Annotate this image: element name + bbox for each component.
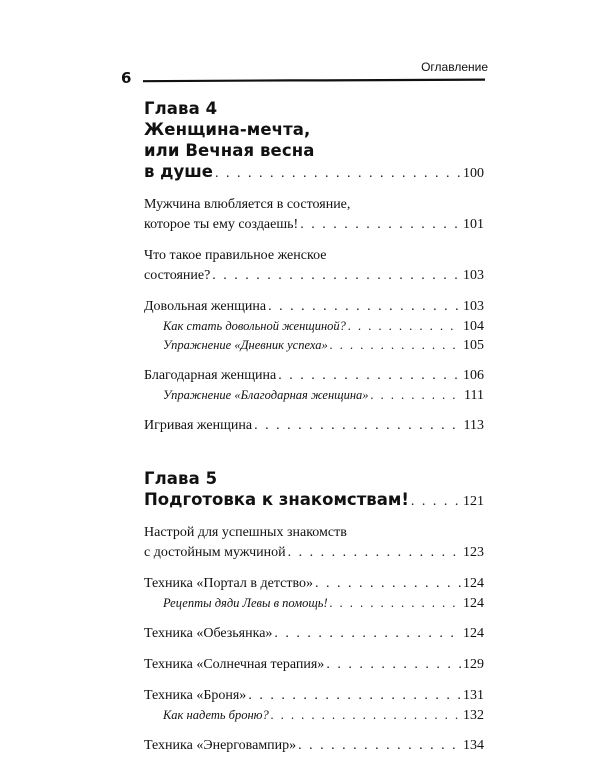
chapter-heading-line: Глава 5 (144, 469, 218, 488)
leader-dots (315, 574, 461, 594)
chapter-5 (144, 468, 484, 756)
leader-dots (248, 686, 461, 706)
entry-row[interactable] (144, 416, 484, 436)
toc-subentry[interactable] (144, 336, 484, 355)
leader-dots (268, 297, 461, 317)
toc-subentry[interactable] (144, 706, 484, 725)
page-ref: 100 (463, 166, 484, 181)
chapter-title-last: в душе (144, 162, 213, 181)
entry-title-line: Мужчина влюбляется в состояние, (144, 197, 351, 212)
page-ref: 103 (463, 268, 484, 283)
entry-title-line: состояние? (144, 268, 211, 283)
entry-row (144, 215, 484, 235)
subentry-title: Упражнение «Дневник успеха» (163, 338, 328, 352)
toc-subentry[interactable] (144, 386, 484, 405)
chapter-heading-line: Глава 4 (144, 99, 218, 118)
entry-title-line: которое ты ему создаешь! (144, 217, 299, 232)
table-of-contents (144, 98, 484, 780)
entry-title-line: с достойным мужчиной (144, 545, 286, 560)
subentry-title: Как стать довольной женщиной? (163, 319, 346, 333)
leader-dots (298, 736, 461, 756)
page-number: 6 (121, 69, 132, 87)
chapter-4 (144, 98, 484, 436)
entry-title-line: Что такое правильное женское (144, 248, 327, 263)
page-ref: 105 (463, 338, 484, 353)
chapter-heading (144, 468, 484, 489)
leader-dots (330, 336, 461, 355)
page-ref: 124 (463, 626, 484, 641)
page-ref: 124 (463, 576, 484, 591)
entry-title: Техника «Солнечная терапия» (144, 657, 325, 672)
chapter-heading-line: Женщина-мечта, (144, 120, 311, 139)
toc-entry (144, 366, 484, 405)
toc-subentry[interactable] (144, 317, 484, 336)
chapter-heading-line: или Вечная весна (144, 141, 315, 160)
page-ref: 131 (463, 688, 484, 703)
entry-row[interactable] (144, 366, 484, 386)
entry-title: Техника «Портал в детство» (144, 576, 313, 591)
leader-dots (278, 366, 461, 386)
leader-dots (300, 215, 461, 235)
entry-title-line: Настрой для успешных знакомств (144, 525, 347, 540)
toc-entry (144, 655, 484, 675)
running-header: Оглавление (421, 60, 488, 74)
page-ref: 121 (463, 494, 484, 509)
page-ref: 106 (463, 368, 484, 383)
leader-dots (254, 416, 461, 436)
page-ref: 124 (463, 596, 484, 611)
page-ref: 129 (463, 657, 484, 672)
entry-title: Техника «Энерговампир» (144, 738, 297, 753)
header-rule (143, 78, 485, 83)
leader-dots (288, 543, 461, 563)
leader-dots (326, 655, 461, 675)
page-ref: 113 (463, 418, 484, 433)
page-ref: 103 (463, 299, 484, 314)
entry-title: Техника «Обезьянка» (144, 626, 273, 641)
toc-entry (144, 686, 484, 725)
toc-entry[interactable] (144, 246, 484, 286)
leader-dots (271, 706, 461, 725)
page-ref: 101 (463, 217, 484, 232)
page-ref: 104 (463, 319, 484, 334)
toc-entry (144, 736, 484, 756)
entry-title: Игривая женщина (144, 418, 253, 433)
entry-row[interactable] (144, 736, 484, 756)
entry-row[interactable] (144, 686, 484, 706)
page-ref: 123 (463, 545, 484, 560)
entry-title: Довольная женщина (144, 299, 267, 314)
toc-entry[interactable] (144, 523, 484, 563)
entry-row (144, 266, 484, 286)
entry-row (144, 543, 484, 563)
toc-entry (144, 416, 484, 436)
chapter-title-row[interactable] (144, 489, 484, 512)
toc-entry (144, 624, 484, 644)
leader-dots (411, 491, 461, 512)
leader-dots (348, 317, 461, 336)
page-ref: 111 (464, 388, 484, 403)
entry-row[interactable] (144, 624, 484, 644)
page-ref: 132 (463, 708, 484, 723)
subentry-title: Упражнение «Благодарная женщина» (163, 388, 369, 402)
subentry-title: Рецепты дяди Левы в помощь! (163, 596, 328, 610)
chapter-heading (144, 98, 484, 161)
entry-row[interactable] (144, 655, 484, 675)
leader-dots (212, 266, 461, 286)
toc-entry (144, 297, 484, 355)
chapter-title-last: Подготовка к знакомствам! (144, 490, 409, 509)
leader-dots (215, 163, 461, 184)
entry-row[interactable] (144, 297, 484, 317)
entry-row[interactable] (144, 574, 484, 594)
page-ref: 134 (463, 738, 484, 753)
toc-entry[interactable] (144, 195, 484, 235)
chapter-title-row[interactable] (144, 161, 484, 184)
leader-dots (274, 624, 461, 644)
subentry-title: Как надеть броню? (163, 708, 269, 722)
leader-dots (371, 386, 462, 405)
entry-title: Техника «Броня» (144, 688, 247, 703)
entry-title: Благодарная женщина (144, 368, 277, 383)
leader-dots (330, 594, 461, 613)
toc-subentry[interactable] (144, 594, 484, 613)
toc-entry (144, 574, 484, 613)
